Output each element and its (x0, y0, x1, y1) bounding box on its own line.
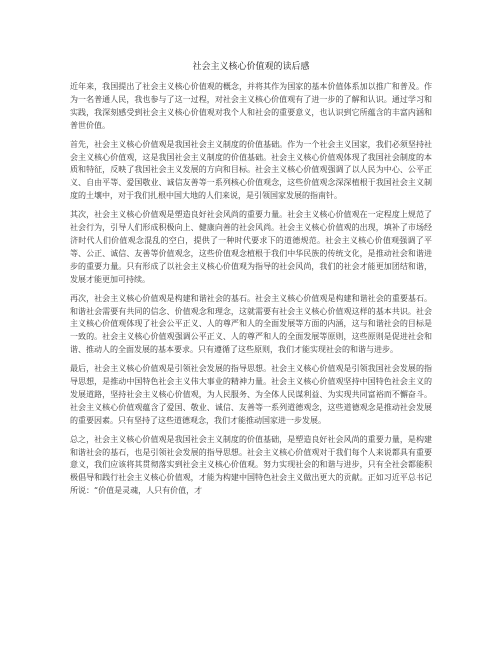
paragraph-conclusion: 总之，社会主义核心价值观是我国社会主义制度的价值基础，是塑造良好社会风尚的重要力量，是构建和谐社会的基石，也是引领社会发展的指导思想。社会主义核心价值观对于我们每个人来说都具有重要意义，我们应该将其贯彻落实到社会主义核心价值观。努力实现社会的和谐与进步，只有全社会都能积极倡导和践行社会主义核心价值观，才能为构建中国特色社会主义做出更大的贡献。正如习近平总书记所说：“价值是灵魂，人只有价值，才 (70, 434, 432, 496)
document-body (70, 81, 432, 498)
paragraph-second: 其次，社会主义核心价值观是塑造良好社会风尚的重要力量。社会主义核心价值观在一定程度上规范了社会行为，引导人们形成积极向上、健康向善的社会风尚。社会主义核心价值观的出现，填补了市场经济时代人们价值观念混乱的空白，提供了一种时代要求下的道德规范。社会主义核心价值观强调了平等、公正、诚信、友善等价值观念，这些价值观念植根于我们中华民族的传统文化，是推动社会和谐进步的重要力量。只有形成了以社会主义核心价值观为指导的社会风尚，我们的社会才能更加团结和谐，发展才能更加可持续。 (70, 210, 432, 284)
paragraph-intro: 近年来，我国提出了社会主义核心价值观的概念，并将其作为国家的基本价值体系加以推广和普及。作为一名普通人民，我也参与了这一过程，对社会主义核心价值观有了进一步的了解和认识。通过学习和实践，我深刻感受到社会主义核心价值观对我个人和社会的重要意义，也认识到它所蕴含的丰富内涵和普世价值。 (70, 82, 432, 130)
document-title: 社会主义核心价值观的读后感 (192, 62, 310, 72)
paragraph-third: 再次，社会主义核心价值观是构建和谐社会的基石。社会主义核心价值观是构建和谐社会的重要基石。和谐社会需要有共同的信念、价值观念和理念，这就需要有社会主义核心价值观这样的基本共识。社会主义核心价值观体现了社会公平正义、人的尊严和人的全面发展等方面的内涵，这与和谐社会的目标是一致的。社会主义核心价值观强调公平正义、人的尊严和人的全面发展等原则，这些原则是促进社会和谐、推动人的全面发展的基本要求。只有遵循了这些原则，我们才能实现社会的和谐与进步。 (70, 293, 432, 355)
paragraph-fourth: 最后，社会主义核心价值观是引领社会发展的指导思想。社会主义核心价值观是引领我国社会发展的指导思想，是推动中国特色社会主义伟大事业的精神力量。社会主义核心价值观坚持中国特色社会主义的发展道路，坚持社会主义核心价值观，为人民服务、为全体人民谋利益、为实现共同富裕而不懈奋斗。社会主义核心价值观蕴含了爱国、敬业、诚信、友善等一系列道德观念，这些道德观念是推动社会发展的重要因素。只有坚持了这些道德观念，我们才能推动国家进一步发展。 (70, 364, 432, 425)
paragraph-first: 首先，社会主义核心价值观是我国社会主义制度的价值基础。作为一个社会主义国家，我们必须坚持社会主义核心价值观，这是我国社会主义制度的价值基础。社会主义核心价值观体现了我国社会制度的本质和特征，反映了我国社会主义发展的方向和目标。社会主义核心价值观强调了以人民为中心、公平正义、自由平等、爱国敬业、诚信友善等一系列核心价值观念，这些价值观念深深植根于我国社会主义制度的土壤中，对于我们扎根中国大地的人们来说，是引领国家发展的指南针。 (70, 139, 432, 201)
